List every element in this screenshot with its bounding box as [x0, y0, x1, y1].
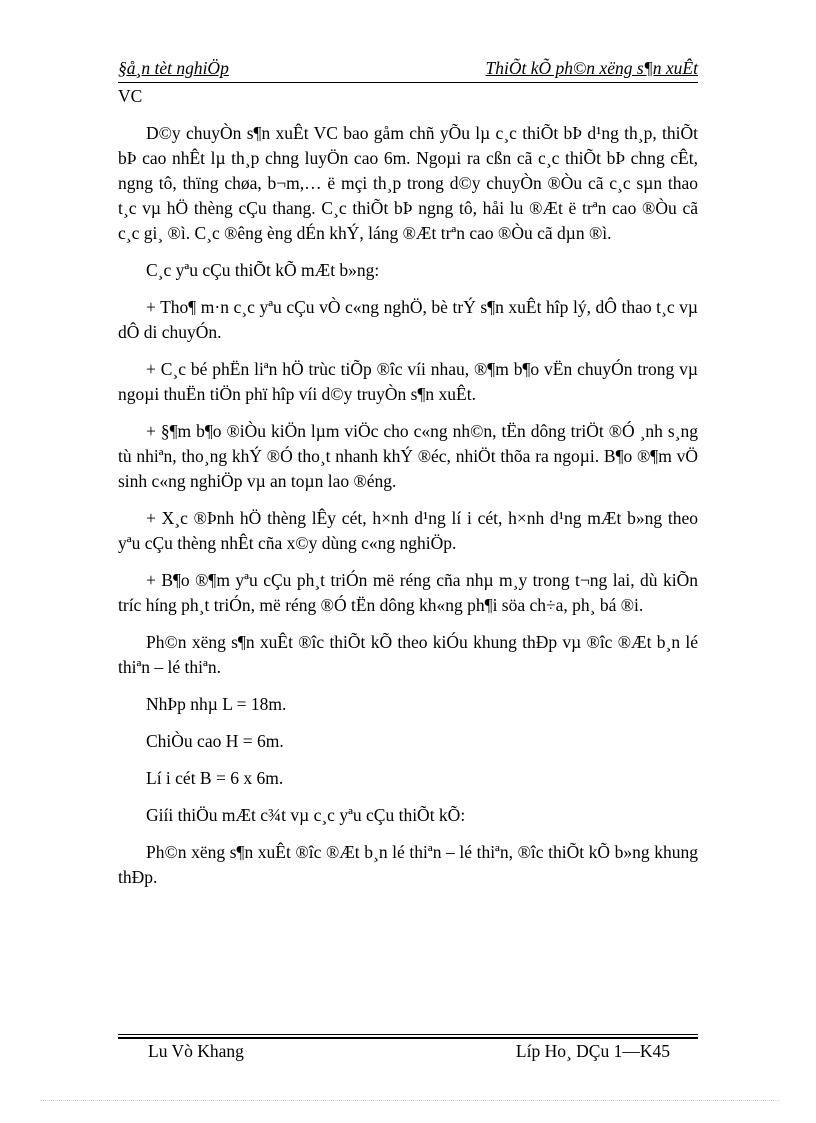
- paragraph: Giíi thiÖu mÆt c¾t vµ c¸c yªu cÇu thiÕt kÕ:: [146, 805, 466, 825]
- paragraph: NhÞp nhµ L = 18m.: [146, 694, 287, 714]
- paragraph: Ph©n xëng s¶n xuÊt ®îc ®Æt b¸n lé thiªn – lé thiªn, ®îc thiÕt kÕ b»ng khung thÐp.: [118, 842, 698, 887]
- footer-divider-thick: [118, 1037, 698, 1039]
- document-body: [118, 84, 698, 902]
- continuation-line: VC: [118, 86, 143, 106]
- header-right: ThiÕt kÕ ph©n xëng s¶n xuÊt: [485, 58, 698, 78]
- paragraph: C¸c yªu cÇu thiÕt kÕ mÆt b»ng:: [146, 260, 380, 280]
- paragraph: + Tho¶ m·n c¸c yªu cÇu vÒ c«ng nghÖ, bè trÝ s¶n xuÊt hîp lý, dÔ thao t¸c vµ dÔ di chuyÓn.: [118, 297, 698, 342]
- paragraph: + §¶m b¶o ®iÒu kiÖn lµm viÖc cho c«ng nh©n, tËn dông triÖt ®Ó ¸nh s¸ng tù nhiªn, tho¸ng khÝ ®Ó tho¸t nhanh khÝ ®éc, nhiÖt thõa ra ngoµi. B¶o ®¶m vÖ sinh c«ng nghiÖp vµ an toµn lao ®éng.: [118, 421, 698, 491]
- paragraph: Ph©n xëng s¶n xuÊt ®îc thiÕt kÕ theo kiÓu khung thÐp vµ ®îc ®Æt b¸n lé thiªn – lé thiªn.: [118, 632, 698, 677]
- paragraph: ChiÒu cao H = 6m.: [146, 731, 284, 751]
- footer-divider: [118, 1034, 698, 1035]
- paragraph: D©y chuyÒn s¶n xuÊt VC bao gåm chñ yÕu lµ c¸c thiÕt bÞ d¹ng th¸p, thiÕt bÞ cao nhÊt lµ th¸p chng luyÖn cao 6m. Ngoµi ra cßn cã c¸c thiÕt bÞ chng cÊt, ngng tô, thïng chøa, b¬m,… ë mçi th¸p trong d©y chuyÒn ®Òu cã c¸c sµn thao t¸c vµ hÖ thèng cÇu thang. C¸c thiÕt bÞ ngng tô, håi lu ®Æt ë trªn cao ®Òu cã c¸c gi¸ ®ì. C¸c ®êng èng dÉn khÝ, láng ®Æt trªn cao ®Òu cã dµn ®ì.: [118, 123, 698, 243]
- page-header: [118, 56, 698, 83]
- paragraph: + X¸c ®Þnh hÖ thèng lÊy cét, h×nh d¹ng lí i cét, h×nh d¹ng mÆt b»ng theo yªu cÇu thèng nhÊt cña x©y dùng c«ng nghiÖp.: [118, 508, 698, 553]
- footer-author: Lu Vò Khang: [148, 1041, 244, 1061]
- header-left: §å¸n tèt nghiÖp: [118, 58, 229, 78]
- page-footer: [118, 1041, 698, 1065]
- page-edge-line: [40, 1100, 780, 1101]
- footer-class: Líp Ho¸ DÇu 1—K45: [515, 1041, 670, 1061]
- paragraph: Lí i cét B = 6 x 6m.: [146, 768, 284, 788]
- paragraph: + B¶o ®¶m yªu cÇu ph¸t triÓn më réng cña nhµ m¸y trong t¬ng lai, dù kiÕn tríc híng ph¸t triÓn, më réng ®Ó tËn dông kh«ng ph¶i söa ch÷a, ph¸ bá ®i.: [118, 570, 698, 615]
- paragraph: + C¸c bé phËn liªn hÖ trùc tiÕp ®îc víi nhau, ®¶m b¶o vËn chuyÓn trong vµ ngoµi thuËn tiÖn phï hîp víi d©y truyÒn s¶n xuÊt.: [118, 359, 698, 404]
